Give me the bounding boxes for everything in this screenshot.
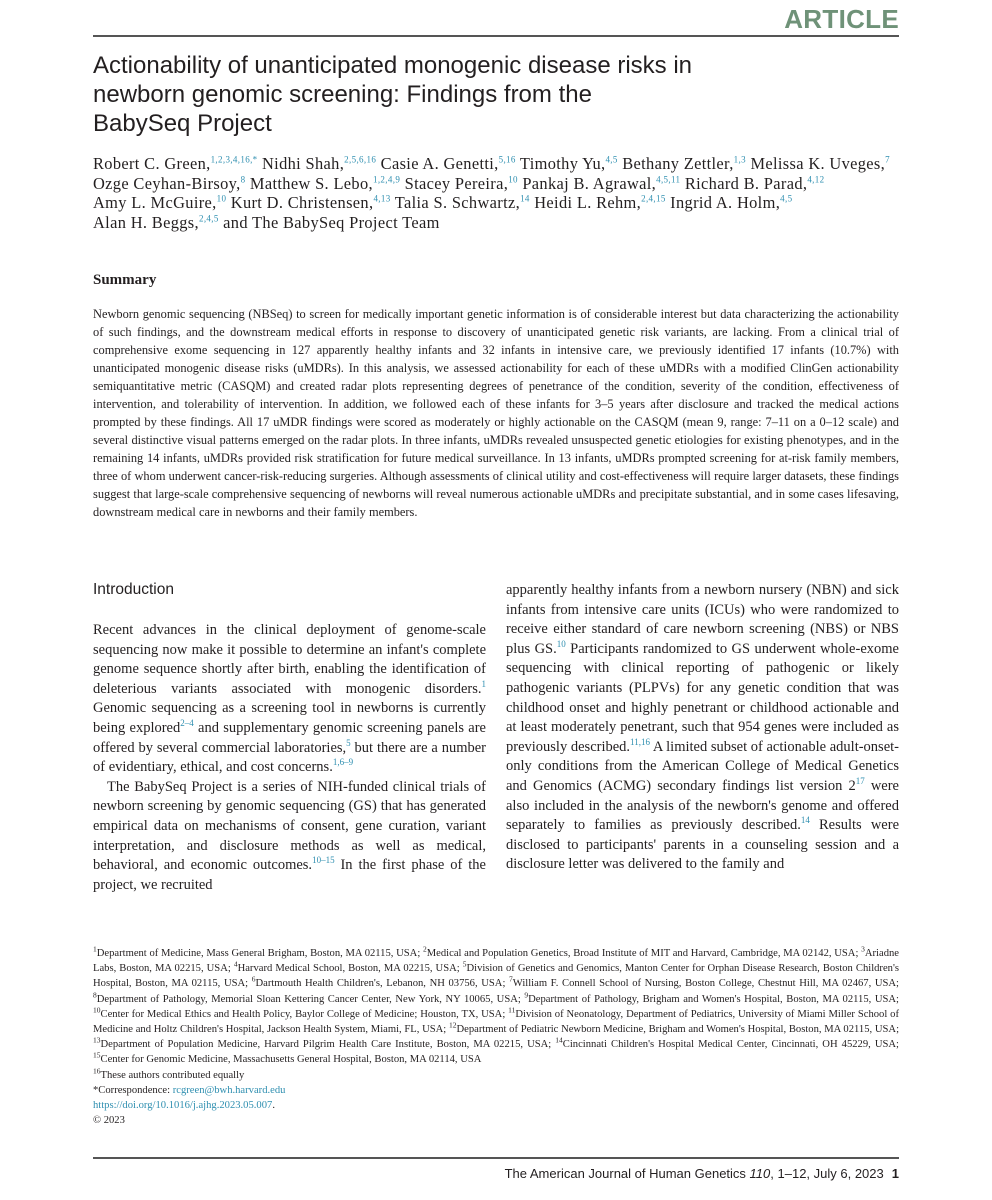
author <box>262 154 376 173</box>
introduction-left-column <box>93 621 486 895</box>
text-run: Division of Neonatology, Department of Pediatrics, University of Miami Miller School of Medicine and Holtz Children's Hospital, Jackson Health System, Miami, FL, USA; <box>93 1008 900 1036</box>
text-run: apparently healthy infants from a newborn nursery (NBN) and sick infants from intensive care units (ICUs) who were randomized to receive either standard of care newborn screening (NBS) or NBS plus GS. <box>506 582 899 657</box>
affiliation-number: 15 <box>93 1050 101 1060</box>
introduction-paragraph-2 <box>93 778 486 896</box>
summary-heading: Summary <box>93 272 157 288</box>
author-affiliation-marker[interactable]: 2,4,15 <box>641 193 666 204</box>
text-run: and supplementary genomic screening panels are offered by several commercial laboratories, <box>93 719 486 756</box>
text-run: A limited subset of actionable adult-onset-only conditions from the American College of Medical Genetics and Genomics (ACMG) secondary findings list version 2 <box>506 738 899 794</box>
text-run: Dartmouth Health Children's, Lebanon, NH 03756, USA; <box>255 978 510 990</box>
author-list <box>93 154 899 232</box>
article-title: Actionability of unanticipated monogenic disease risks in newborn genomic screening: Findings from the BabySeq Project <box>93 52 693 137</box>
journal-name: The American Journal of Human Genetics <box>504 1166 750 1181</box>
affiliation-number: 9 <box>524 990 529 1000</box>
affiliation-number: 2 <box>423 944 427 954</box>
author <box>520 154 618 173</box>
affiliation-number: 14 <box>555 1035 563 1045</box>
page-number: 1 <box>891 1166 899 1181</box>
author <box>670 193 792 212</box>
correspondence-label: *Correspondence: <box>93 1084 173 1096</box>
summary-text: Newborn genomic sequencing (NBSeq) to screen for medically important genetic information is of considerable interest but data characterizing the actionability of such findings, and the downstream medical efforts in response to discovery of unanticipated genetic risk variants, are lacking. From a clinical trial of comprehensive exome sequencing in 127 apparently healthy infants and 32 infants in intensive care, we previously identified 17 infants (10.7%) with unanticipated monogenic disease risks (uMDRs). In this analysis, we assessed actionability for each of these uMDRs with a modified ClinGen actionability semiquantitative metric (CASQM) and created radar plots representing degrees of penetrance of the condition, severity of the condition, effectiveness of intervention, and tolerability of intervention. In addition, we followed each of these infants for 3–5 years after disclosure and tracked the medical actions prompted by these findings. All 17 uMDR findings were scored as moderately or highly actionable on the CASQM (mean 9, range: 7–11 on a 0–12 scale) and several distinctive visual patterns emerged on the radar plots. In three infants, uMDRs revealed unsuspected genetic etiologies for existing phenotypes, and in the remaining 14 infants, uMDRs provided risk stratification for future medical surveillance. In 13 infants, uMDRs prompted screening for at-risk family members, three of whom underwent cancer-risk-reducing surgeries. Although assessments of clinical utility and cost-effectiveness will require larger datasets, these findings suggest that large-scale comprehensive sequencing of newborns will reveal numerous actionable uMDRs and precipitate substantial, and in some cases lifesaving, downstream medical care in newborns and their family members. <box>93 307 899 519</box>
author-affiliation-marker[interactable]: 4,13 <box>373 193 391 204</box>
author-name: Kurt D. Christensen, <box>230 193 374 213</box>
author-name: Heidi L. Rehm, <box>534 193 642 213</box>
affiliation-number: 1 <box>93 944 97 954</box>
author <box>250 174 400 193</box>
author-affiliation-marker[interactable]: 1,3 <box>733 154 746 165</box>
text-run: The BabySeq Project is a series of NIH-funded clinical trials of newborn screening by genomic sequencing (GS) that has generated empirical data on mechanisms of consent, gene curation, variant interpretation, and disclosure methods as well as medical, behavioral, and economic outcomes. <box>93 778 486 874</box>
affiliation-number: 3 <box>861 944 865 954</box>
equal-contribution-text: These authors contributed equally <box>100 1069 245 1081</box>
author <box>750 154 890 173</box>
author <box>685 174 825 193</box>
author-affiliation-marker[interactable]: 2,4,5 <box>198 213 219 224</box>
author <box>395 193 530 212</box>
author <box>534 193 665 212</box>
author-name: Bethany Zettler, <box>622 154 734 173</box>
author-affiliation-marker[interactable]: 4,5 <box>605 154 618 165</box>
citation-marker[interactable]: 11,16 <box>630 736 650 747</box>
affiliation-number: 4 <box>233 959 238 969</box>
journal-volume: 110 <box>749 1166 771 1181</box>
citation-marker[interactable]: 1 <box>481 678 486 689</box>
citation-marker[interactable]: 10 <box>556 638 566 649</box>
text-run: were also included in the analysis of the newborn's genome and offered separately to families as previously described. <box>506 777 899 834</box>
text-run: Genomic sequencing as a screening tool in newborns is currently being explored <box>93 700 486 736</box>
author-name: Nidhi Shah, <box>261 154 345 173</box>
citation-marker[interactable]: 2–4 <box>180 718 194 729</box>
author-affiliation-marker[interactable]: 2,5,6,16 <box>344 154 377 165</box>
author-name: Matthew S. Lebo, <box>249 173 373 193</box>
text-run: Results were disclosed to participants' parents in a counseling session and a disclosure letter was delivered to the family and <box>506 817 900 873</box>
correspondence-email-link[interactable]: rcgreen@bwh.harvard.edu <box>172 1084 286 1096</box>
author-affiliation-marker[interactable]: 4,5,11 <box>656 174 681 185</box>
footnotes <box>93 946 899 1128</box>
doi-punctuation: . <box>272 1100 275 1112</box>
affiliation-number: 6 <box>251 974 256 984</box>
footnote-marker: 16 <box>93 1066 101 1076</box>
affiliation-number: 11 <box>508 1005 516 1015</box>
text-run: Department of Pathology, Brigham and Women's Hospital, Boston, MA 02115, USA; <box>528 993 900 1005</box>
citation-marker[interactable]: 14 <box>800 815 810 826</box>
author <box>622 154 746 173</box>
author-name: Timothy Yu, <box>519 154 606 173</box>
affiliation-number: 7 <box>509 974 513 984</box>
author-affiliation-marker[interactable]: 1,2,4,9 <box>372 174 401 185</box>
top-divider <box>93 35 899 37</box>
bottom-divider <box>93 1157 899 1159</box>
journal-citation <box>505 1166 899 1181</box>
doi-line <box>93 1098 899 1113</box>
citation-marker[interactable]: 1,6–9 <box>332 757 354 768</box>
affiliation-number: 5 <box>462 959 467 969</box>
author <box>93 193 226 212</box>
author-name: Amy L. McGuire, <box>93 193 217 213</box>
affiliations <box>93 946 899 1068</box>
text-run: Harvard Medical School, Boston, MA 02215, USA; <box>237 963 463 975</box>
journal-issue-date: , 1–12, July 6, 2023 <box>770 1166 884 1181</box>
text-run: Participants randomized to GS underwent whole-exome sequencing with clinical reporting of pathogenic or likely pathogenic variants (PLPVs) for any genetic condition that was childhood onset and highly penetrant or childhood actionable and at least moderately penetrant, such that 954 genes were included as previously described. <box>506 640 899 755</box>
citation-marker[interactable]: 10–15 <box>312 855 335 866</box>
text-run: Department of Population Medicine, Harvard Pilgrim Health Care Institute, Boston, MA 02215, USA; <box>100 1039 556 1051</box>
article-type-label: ARTICLE <box>784 4 899 34</box>
text-run: William F. Connell School of Nursing, Boston College, Chestnut Hill, MA 02467, USA; <box>512 978 899 990</box>
correspondence <box>93 1083 899 1098</box>
author-group: and The BabySeq Project Team <box>223 212 440 232</box>
author-affiliation-marker[interactable]: 1,2,3,4,16,* <box>210 154 258 165</box>
author-name: Ingrid A. Holm, <box>670 193 781 213</box>
author <box>93 154 258 173</box>
affiliation-number: 12 <box>448 1020 457 1030</box>
author <box>522 174 680 193</box>
text-run: Department of Pathology, Memorial Sloan Kettering Cancer Center, New York, NY 10065, USA; <box>96 993 525 1005</box>
author-name: Casie A. Genetti, <box>380 154 499 173</box>
copyright: © 2023 <box>93 1115 125 1127</box>
introduction-right-column <box>506 581 899 875</box>
citation-marker[interactable]: 5 <box>346 737 351 748</box>
author-affiliation-marker[interactable]: 5,16 <box>498 154 516 165</box>
author-name: Melissa K. Uveges, <box>750 154 886 173</box>
author-name: Talia S. Schwartz, <box>394 193 521 213</box>
text-run: Medical and Population Genetics, Broad Institute of MIT and Harvard, Cambridge, MA 02142, USA; <box>426 948 862 959</box>
text-run: Ariadne Labs, Boston, MA 02215, USA; <box>93 948 899 975</box>
author <box>405 174 518 193</box>
author-affiliation-marker[interactable]: 7 <box>885 154 890 165</box>
affiliation-number: 10 <box>93 1005 101 1015</box>
text-run: Recent advances in the clinical deployment of genome-scale sequencing now make it possible to determine an infant's complete genome sequence shortly after birth, enabling the identification of deleterious variants associated with monogenic disorders. <box>93 622 486 697</box>
text-run: but there are a number of evidentiary, ethical, and cost concerns. <box>93 739 486 776</box>
author-name: Robert C. Green, <box>93 154 211 173</box>
text-run: Division of Genetics and Genomics, Manton Center for Orphan Disease Research, Boston Children's Hospital, Boston, MA 02115, USA; <box>93 963 899 990</box>
author <box>93 174 245 193</box>
doi-link[interactable]: https://doi.org/10.1016/j.ajhg.2023.05.007 <box>93 1100 273 1112</box>
author-name: Richard B. Parad, <box>684 173 808 193</box>
author-affiliation-marker[interactable]: 8 <box>240 174 246 185</box>
text-run: Department of Medicine, Mass General Brigham, Boston, MA 02115, USA; <box>96 948 423 959</box>
author-affiliation-marker[interactable]: 10 <box>508 174 518 185</box>
citation-marker[interactable]: 17 <box>855 776 865 787</box>
text-run: Department of Pediatric Newborn Medicine, Brigham and Women's Hospital, Boston, MA 02115, USA; <box>456 1024 900 1036</box>
author-affiliation-marker[interactable]: 4,5 <box>780 193 793 204</box>
author-name: Ozge Ceyhan-Birsoy, <box>93 173 241 193</box>
text-run: Center for Genomic Medicine, Massachusetts General Hospital, Boston, MA 02114, USA <box>100 1054 482 1066</box>
affiliation-number: 8 <box>93 990 97 1000</box>
author-name: Stacey Pereira, <box>404 173 509 193</box>
author-name: Pankaj B. Agrawal, <box>522 173 657 193</box>
author <box>93 213 219 232</box>
affiliation-number: 13 <box>93 1035 101 1045</box>
introduction-heading: Introduction <box>93 581 174 598</box>
author-affiliation-marker[interactable]: 14 <box>520 193 530 204</box>
author-name: Alan H. Beggs, <box>93 212 199 232</box>
author <box>231 193 391 212</box>
text-run: Cincinnati Children's Hospital Medical Center, Cincinnati, OH 45229, USA; <box>562 1039 899 1051</box>
author-affiliation-marker[interactable]: 10 <box>216 193 227 204</box>
author <box>381 154 516 173</box>
equal-contribution-note <box>93 1068 899 1083</box>
text-run: In the first phase of the project, we recruited <box>93 857 486 893</box>
text-run: Center for Medical Ethics and Health Policy, Baylor College of Medicine; Houston, TX, USA; <box>100 1008 509 1020</box>
author-affiliation-marker[interactable]: 4,12 <box>807 174 825 185</box>
introduction-paragraph-1 <box>93 621 486 778</box>
